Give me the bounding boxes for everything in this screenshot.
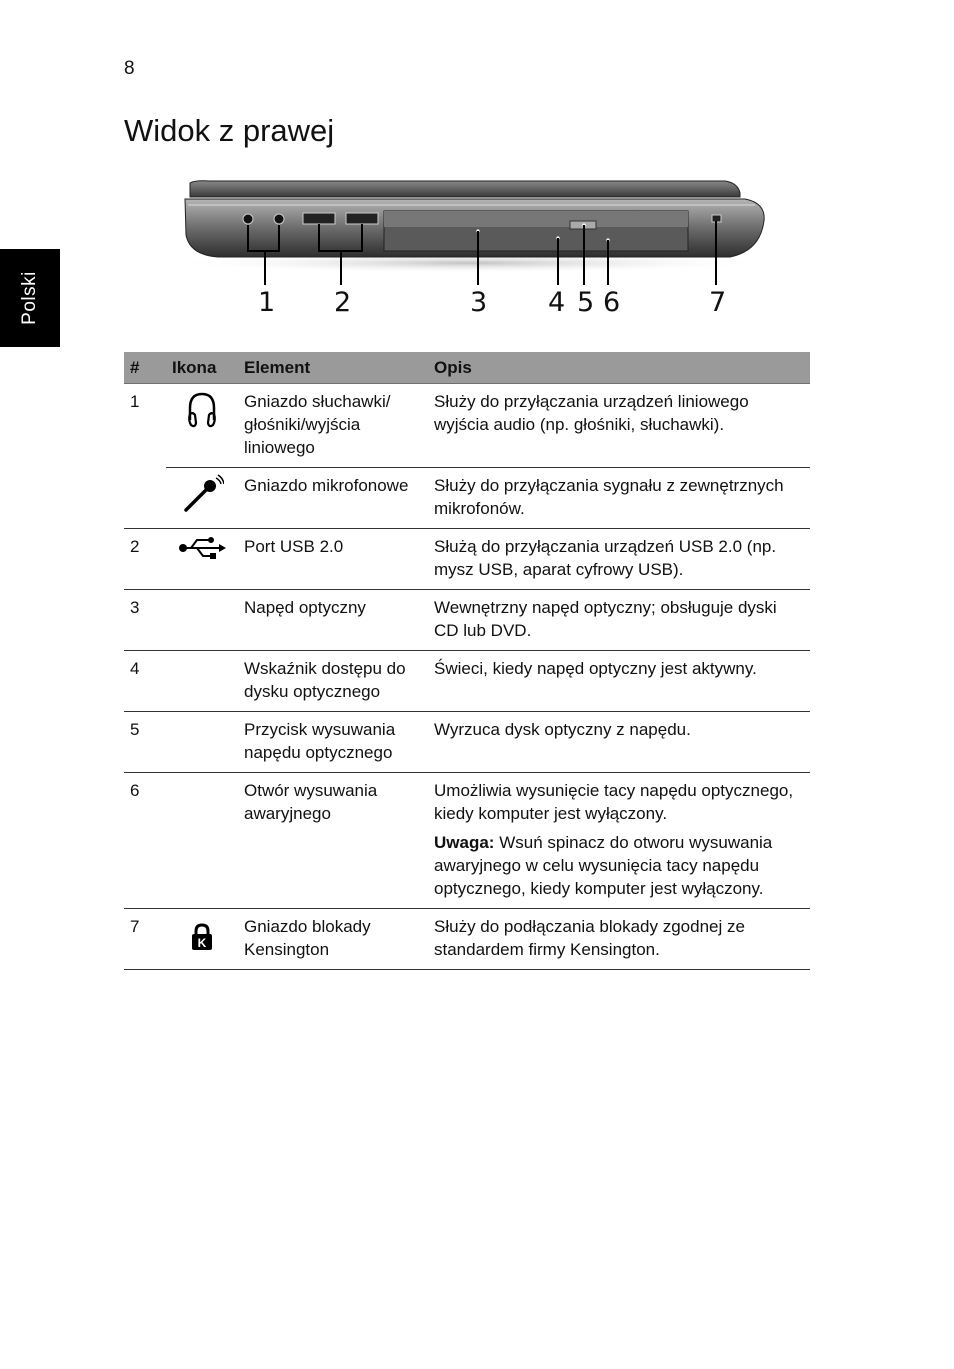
usb-icon xyxy=(177,535,227,567)
row-number: 3 xyxy=(124,590,166,651)
callout-3: 3 xyxy=(470,287,488,318)
row-element: Gniazdo mikrofonowe xyxy=(238,468,428,529)
note xyxy=(434,831,804,900)
row-number: 2 xyxy=(124,529,166,590)
header-number: # xyxy=(124,352,166,384)
row-element: Otwór wysuwania awaryjnego xyxy=(238,773,428,909)
row-element: Port USB 2.0 xyxy=(238,529,428,590)
row-element: Przycisk wysuwania napędu optycznego xyxy=(238,712,428,773)
row-icon-cell xyxy=(166,384,238,468)
row-number: 5 xyxy=(124,712,166,773)
row-description: Służą do przyłączania urządzeń USB 2.0 (np. mysz USB, aparat cyfrowy USB). xyxy=(428,529,810,590)
callout-6: 6 xyxy=(603,287,621,318)
row-description: Służy do podłączania blokady zgodnej ze standardem firmy Kensington. xyxy=(428,909,810,970)
row-icon-cell xyxy=(166,651,238,712)
row-description: Świeci, kiedy napęd optyczny jest aktywny. xyxy=(428,651,810,712)
table-row xyxy=(124,773,810,909)
row-element: Gniazdo blokady Kensington xyxy=(238,909,428,970)
callout-2: 2 xyxy=(334,287,352,318)
row-icon-cell xyxy=(166,529,238,590)
header-description: Opis xyxy=(428,352,810,384)
language-tab-label: Polski xyxy=(19,271,40,325)
callout-1: 1 xyxy=(258,287,276,318)
note-text: Wsuń spinacz do otworu wysuwania awaryjnego w celu wysunięcia tacy napędu optycznego, kiedy komputer jest wyłączony. xyxy=(434,833,773,898)
table-row xyxy=(124,529,810,590)
page-number: 8 xyxy=(124,58,135,79)
row-description: Służy do przyłączania urządzeń liniowego wyjścia audio (np. głośniki, słuchawki). xyxy=(428,384,810,468)
table-row xyxy=(124,384,810,468)
table-row xyxy=(124,590,810,651)
table-row xyxy=(124,712,810,773)
row-description-cell xyxy=(428,773,810,909)
table-header-row xyxy=(124,352,810,384)
language-tab xyxy=(0,249,60,347)
table-row xyxy=(124,468,810,529)
row-element: Napęd optyczny xyxy=(238,590,428,651)
page-title: Widok z prawej xyxy=(124,113,335,148)
kensington-lock-icon xyxy=(190,923,214,957)
svg-text:K: K xyxy=(197,936,207,950)
row-number: 4 xyxy=(124,651,166,712)
row-number: 7 xyxy=(124,909,166,970)
header-icon: Ikona xyxy=(166,352,238,384)
microphone-icon xyxy=(180,474,224,520)
row-description: Służy do przyłączania sygnału z zewnętrznych mikrofonów. xyxy=(428,468,810,529)
row-icon-cell xyxy=(166,468,238,529)
callout-5: 5 xyxy=(577,287,595,318)
headphones-icon xyxy=(185,390,219,436)
row-icon-cell xyxy=(166,909,238,970)
callout-7: 7 xyxy=(709,287,727,318)
row-icon-cell xyxy=(166,590,238,651)
row-number: 6 xyxy=(124,773,166,909)
row-number: 1 xyxy=(124,384,166,529)
header-element: Element xyxy=(238,352,428,384)
callout-4: 4 xyxy=(548,287,566,318)
ports-table xyxy=(124,352,810,970)
row-icon-cell xyxy=(166,773,238,909)
row-description: Wewnętrzny napęd optyczny; obsługuje dyski CD lub DVD. xyxy=(428,590,810,651)
row-element: Wskaźnik dostępu do dysku optycznego xyxy=(238,651,428,712)
row-element: Gniazdo słuchawki/ głośniki/wyjścia liniowego xyxy=(238,384,428,468)
row-description: Wyrzuca dysk optyczny z napędu. xyxy=(428,712,810,773)
row-icon-cell xyxy=(166,712,238,773)
note-label: Uwaga: xyxy=(434,833,495,852)
table-row xyxy=(124,909,810,970)
row-description: Umożliwia wysunięcie tacy napędu optycznego, kiedy komputer jest wyłączony. xyxy=(434,781,794,823)
table-row xyxy=(124,651,810,712)
